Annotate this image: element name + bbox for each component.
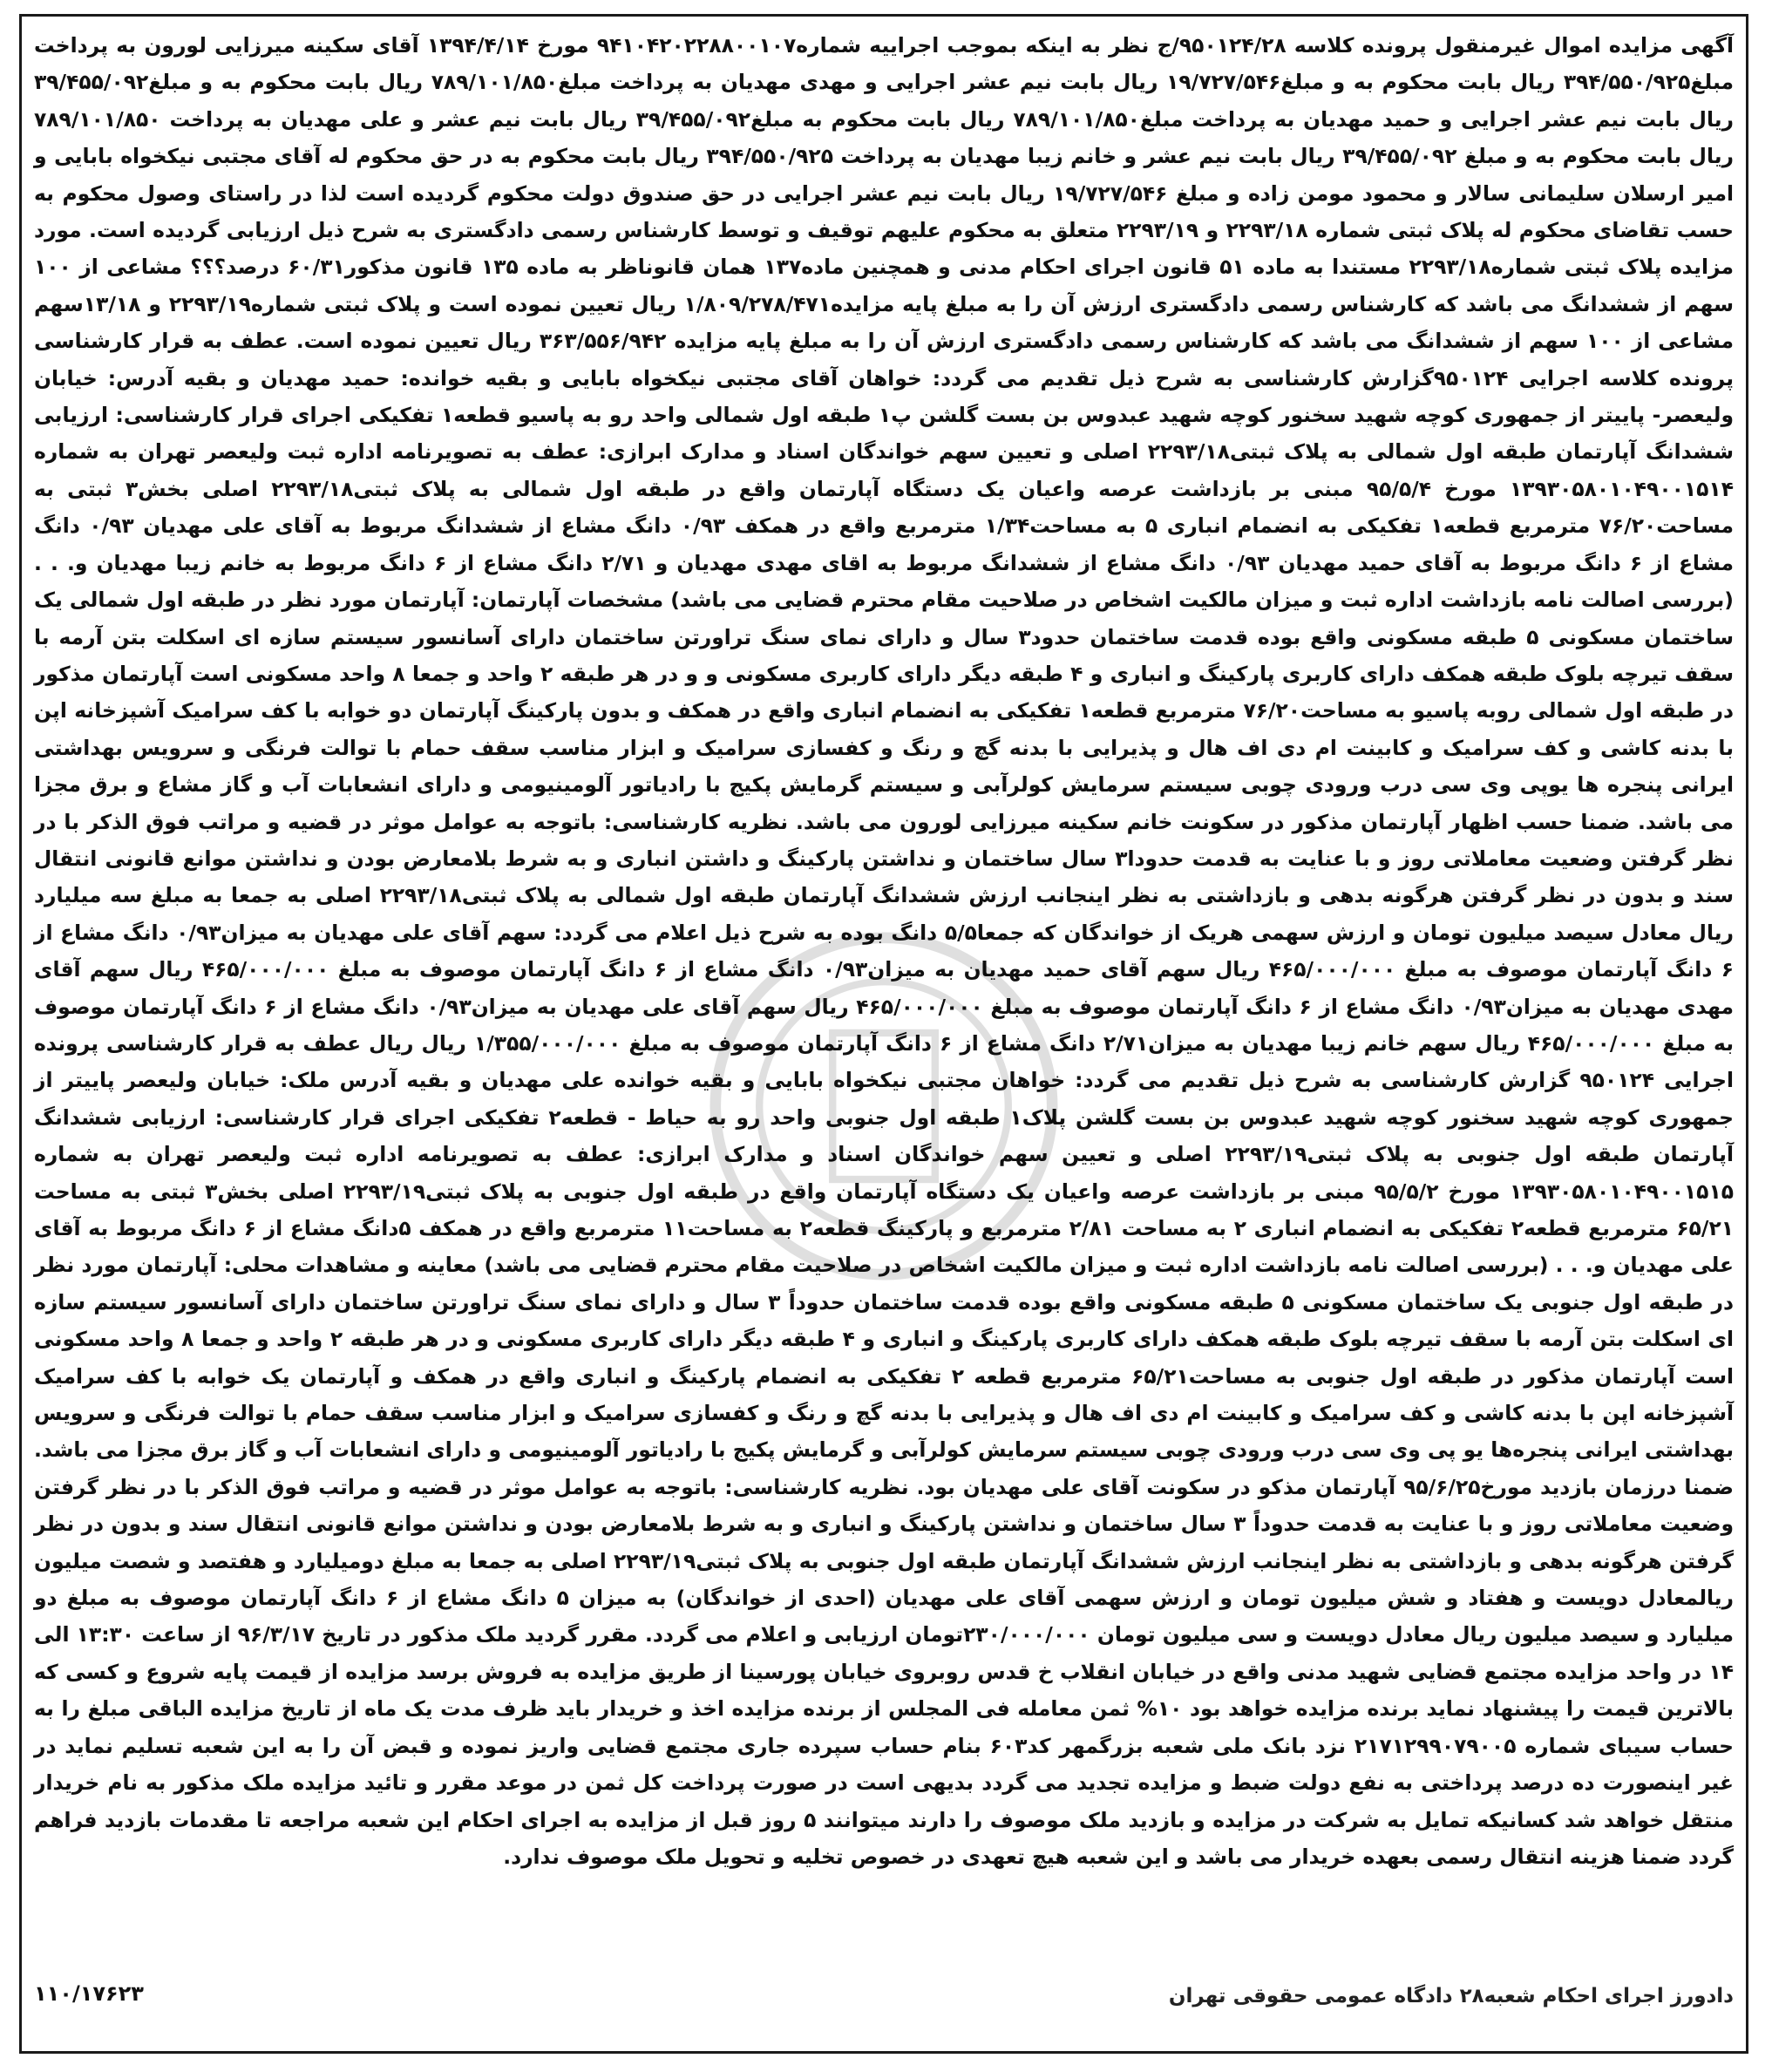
auction-notice — [19, 14, 1748, 2054]
notice-footer — [34, 1981, 1734, 2042]
signature-line: دادورز اجرای احکام شعبه۲۸ دادگاه عمومی حقوقی تهران — [1168, 1985, 1734, 2007]
document-number: ۱۱۰/۱۷۶۲۳ — [34, 1981, 144, 2006]
notice-body: آگهی مزایده اموال غیرمنقول پرونده کلاسه ۹۵۰۱۲۴/۲۸/ج نظر به اینکه بموجب اجراییه شماره۹۴۱۰۴۲۰۲۲۸۸۰۰۱۰۷ مورخ ۱۳۹۴/۴/۱۴ آقای سکینه میرزایی لورون به پرداخت مبلغ۳۹۴/۵۵۰/۹۲۵ ریال بابت محکوم به و مبلغ۱۹/۷۲۷/۵۴۶ ریال بابت نیم عشر اجرایی و مهدی مهدیان به پرداخت مبلغ۷۸۹/۱۰۱/۸۵۰ ریال بابت محکوم به و مبلغ۳۹/۴۵۵/۰۹۲ ریال بابت نیم عشر اجرایی و حمید مهدیان به پرداخت مبلغ۷۸۹/۱۰۱/۸۵۰ ریال بابت محکوم به مبلغ۳۹/۴۵۵/۰۹۲ ریال بابت نیم عشر و علی مهدیان به پرداخت ۷۸۹/۱۰۱/۸۵۰ ریال بابت محکوم به و مبلغ ۳۹/۴۵۵/۰۹۲ ریال بابت نیم عشر و خانم زیبا مهدیان به پرداخت ۳۹۴/۵۵۰/۹۲۵ ریال بابت محکوم به در حق محکوم له آقای مجتبی نیکخواه بابایی و امیر ارسلان سلیمانی سالار و محمود مومن زاده و مبلغ ۱۹/۷۲۷/۵۴۶ ریال بابت نیم عشر اجرایی در حق صندوق دولت محکوم گردیده است لذا در راستای وصول محکوم به حسب تقاضای محکوم له پلاک ثبتی شماره ۲۲۹۳/۱۸ و ۲۲۹۳/۱۹ متعلق به محکوم علیهم توقیف و توسط کارشناس رسمی دادگستری به شرح ذیل ارزیابی گردیده است. مورد مزایده پلاک ثبتی شماره۲۲۹۳/۱۸ مستندا به ماده ۵۱ قانون اجرای احکام مدنی و همچنین ماده۱۳۷ همان قانوناظر به ماده ۱۳۵ قانون مذکور۶۰/۳۱ درصد؟؟؟ مشاعی از ۱۰۰ سهم از ششدانگ می باشد که کارشناس رسمی دادگستری ارزش آن را به مبلغ پایه مزایده۱/۸۰۹/۲۷۸/۴۷۱ ریال تعیین نموده است و پلاک ثبتی شماره۲۲۹۳/۱۹ و ۱۳/۱۸سهم مشاعی از ۱۰۰ سهم از ششدانگ می باشد که کارشناس رسمی دادگستری ارزش آن را به مبلغ پایه مزایده ۳۶۳/۵۵۶/۹۴۲ ریال تعیین نموده است. عطف به قرار کارشناسی پرونده کلاسه اجرایی ۹۵۰۱۲۴گزارش کارشناسی به شرح ذیل تقدیم می گردد: خواهان آقای مجتبی نیکخواه بابایی و بقیه خوانده: حمید مهدیان و بقیه آدرس: خیابان ولیعصر- پاییتر از جمهوری کوچه شهید سخنور کوچه شهید عبدوس بن بست گلشن پ۱ طبقه اول شمالی واحد رو به پاسیو قطعه۱ تفکیکی اجرای قرار کارشناسی: ارزیابی ششدانگ آپارتمان طبقه اول شمالی به پلاک ثبتی۲۲۹۳/۱۸ اصلی و تعیین سهم خواندگان اسناد و مدارک ابرازی: عطف به تصویرنامه اداره ثبت ولیعصر تهران به شماره ۱۳۹۳۰۵۸۰۱۰۴۹۰۰۱۵۱۴ مورخ ۹۵/۵/۴ مبنی بر بازداشت عرصه واعیان یک دستگاه آپارتمان واقع در طبقه اول شمالی به پلاک ثبتی۲۲۹۳/۱۸ اصلی بخش۳ ثبتی به مساحت۷۶/۲۰ مترمربع قطعه۱ تفکیکی به انضمام انباری ۵ به مساحت۱/۳۴ مترمربع واقع در همکف ۰/۹۳ دانگ مشاع از ششدانگ مربوط به آقای علی مهدیان ۰/۹۳ دانگ مشاع از ۶ دانگ مربوط به آقای حمید مهدیان ۰/۹۳ دانگ مشاع از ششدانگ مربوط به اقای مهدی مهدیان و ۲/۷۱ دانگ مشاع از ۶ دانگ مربوط به خانم زیبا مهدیان و. . . (بررسی اصالت نامه بازداشت اداره ثبت و میزان مالکیت اشخاص در صلاحیت مقام محترم قضایی می باشد) مشخصات آپارتمان: آپارتمان مورد نظر در طبقه اول شمالی یک ساختمان مسکونی ۵ طبقه مسکونی واقع بوده قدمت ساختمان حدود۳ سال و دارای نمای سنگ تراورتن ساختمان دارای آسانسور سیستم سازه ای اسکلت بتن آرمه با سقف تیرچه بلوک طبقه همکف دارای کاربری پارکینگ و انباری و ۴ طبقه دیگر دارای کاربری مسکونی و و در هر طبقه ۲ واحد و جمعا ۸ واحد مسکونی است آپارتمان مذکور در طبقه اول شمالی روبه پاسیو به مساحت۷۶/۲۰ مترمربع قطعه۱ تفکیکی به انضمام انباری واقع در همکف و بدون پارکینگ آپارتمان دو خوابه با کف سرامیک آشپزخانه اپن با بدنه کاشی و کف سرامیک و کابینت ام دی اف هال و پذیرایی با بدنه گچ و رنگ و کفسازی سرامیک و ابزار مناسب سقف حمام با توالت فرنگی و سرویس بهداشتی ایرانی پنجره ها یوپی وی سی درب ورودی چوبی سیستم سرمایش کولرآبی و سیستم گرمایش پکیج با رادیاتور آلومینیومی و دارای انشعابات آب و گاز مشاع و برق مجزا می باشد. ضمنا حسب اظهار آپارتمان مذکور در سکونت خانم سکینه میرزایی لورون می باشد. نظریه کارشناسی: باتوجه به عوامل موثر در قضیه و مراتب فوق الذکر با در نظر گرفتن وضعیت معاملاتی روز و با عنایت به قدمت حدودا۳ سال ساختمان و نداشتن پارکینگ و داشتن انباری و به شرط بلامعارض بودن و نداشتن موانع قانونی انتقال سند و بدون در نظر گرفتن هرگونه بدهی و بازداشتی به نظر اینجانب ارزش ششدانگ آپارتمان طبقه اول شمالی به پلاک ثبتی۲۲۹۳/۱۸ اصلی به جمعا به مبلغ سه میلیارد ریال معادل سیصد میلیون تومان و ارزش سهمی هریک از خواندگان که جمعا۵/۵ دانگ بوده به شرح ذیل اعلام می گردد: سهم آقای علی مهدیان به میزان۰/۹۳ دانگ مشاع از ۶ دانگ آپارتمان موصوف به مبلغ ۴۶۵/۰۰۰/۰۰۰ ریال سهم آقای حمید مهدیان به میزان۰/۹۳ دانگ مشاع از ۶ دانگ آپارتمان موصوف به مبلغ ۴۶۵/۰۰۰/۰۰۰ ریال سهم آقای مهدی مهدیان به میزان۰/۹۳ دانگ مشاع از ۶ دانگ آپارتمان موصوف به مبلغ ۴۶۵/۰۰۰/۰۰۰ ریال سهم آقای علی مهدیان به میزان۰/۹۳ دانگ مشاع از ۶ دانگ آپارتمان موصوف به مبلغ ۴۶۵/۰۰۰/۰۰۰ ریال سهم خانم زیبا مهدیان به میزان۲/۷۱ دانگ مشاع از ۶ دانگ آپارتمان موصوف به مبلغ ۱/۳۵۵/۰۰۰/۰۰۰ ریال ریال عطف به قرار کارشناسی پرونده اجرایی ۹۵۰۱۲۴ گزارش کارشناسی به شرح ذیل تقدیم می گردد: خواهان مجتبی نیکخواه بابایی و بقیه خوانده علی مهدیان و بقیه آدرس ملک: خیابان ولیعصر پاییتر از جمهوری کوچه شهید سخنور کوچه شهید عبدوس بن بست گلشن پلاک۱ طبقه اول جنوبی واحد رو به حیاط - قطعه۲ تفکیکی اجرای قرار کارشناسی: ارزیابی ششدانگ آپارتمان طبقه اول جنوبی به پلاک ثبتی۲۲۹۳/۱۹ اصلی و تعیین سهم خواندگان اسناد و مدارک ابرازی: عطف به تصویرنامه اداره ثبت ولیعصر تهران به شماره ۱۳۹۳۰۵۸۰۱۰۴۹۰۰۱۵۱۵ مورخ ۹۵/۵/۲ مبنی بر بازداشت عرصه واعیان یک دستگاه آپارتمان واقع در طبقه اول جنوبی به پلاک ثبتی۲۲۹۳/۱۹ اصلی بخش۳ ثبتی به مساحت ۶۵/۲۱ مترمربع قطعه۲ تفکیکی به انضمام انباری ۲ به مساحت ۲/۸۱ مترمربع و پارکینگ قطعه۲ به مساحت۱۱ مترمربع واقع در همکف ۵دانگ مشاع از ۶ دانگ مربوط به آقای علی مهدیان و. . . (بررسی اصالت نامه بازداشت اداره ثبت و میزان مالکیت اشخاص در صلاحیت مقام محترم قضایی می باشد) معاینه و مشاهدات محلی: آپارتمان مورد نظر در طبقه اول جنوبی یک ساختمان مسکونی ۵ طبقه مسکونی واقع بوده قدمت ساختمان حدوداً ۳ سال و دارای نمای سنگ تراورتن ساختمان دارای آسانسور سیستم سازه ای اسکلت بتن آرمه با سقف تیرچه بلوک طبقه همکف دارای کاربری پارکینگ و انباری و ۴ طبقه دیگر دارای کاربری مسکونی و در هر طبقه ۲ واحد و جمعا ۸ واحد مسکونی است آپارتمان مذکور در طبقه اول جنوبی به مساحت۶۵/۲۱ مترمربع قطعه ۲ تفکیکی به انضمام پارکینگ و انباری واقع در همکف و آپارتمان یک خوابه با کف سرامیک آشپزخانه اپن با بدنه کاشی و کف سرامیک و کابینت ام دی اف هال و پذیرایی با بدنه گچ و رنگ و کفسازی سرامیک و ابزار مناسب سقف حمام با توالت فرنگی و سرویس بهداشتی ایرانی پنجره‌ها یو پی وی سی درب ورودی چوبی سیستم سرمایش کولرآبی و گرمایش پکیج با رادیاتور آلومینیومی و دارای انشعابات آب و گاز برق مجزا می باشد. ضمنا درزمان بازدید مورخ۹۵/۶/۲۵ آپارتمان مذکو در سکونت آقای علی مهدیان بود. نظریه کارشناسی: باتوجه به عوامل موثر در قضیه و مراتب فوق الذکر با در نظر گرفتن وضعیت معاملاتی روز و با عنایت به قدمت حدوداً ۳ سال ساختمان و نداشتن پارکینگ و انباری و به شرط بلامعارض بودن و نداشتن موانع قانونی انتقال سند و بدون در نظر گرفتن هرگونه بدهی و بازداشتی به نظر اینجانب ارزش ششدانگ آپارتمان طبقه اول جنوبی به پلاک ثبتی۲۲۹۳/۱۹ اصلی به جمعا به مبلغ دومیلیارد و هفتصد و شصت میلیون ریالمعادل دویست و هفتاد و شش میلیون تومان و ارزش سهمی آقای علی مهدیان (احدی از خواندگان) به میزان ۵ دانگ مشاع از ۶ دانگ آپارتمان موصوف به مبلغ دو میلیارد و سیصد میلیون ریال معادل دویست و سی میلیون تومان ۲۳۰/۰۰۰/۰۰۰تومان ارزیابی و اعلام می گردد. مقرر گردید ملک مذکور در تاریخ ۹۶/۳/۱۷ از ساعت ۱۳:۳۰ الی ۱۴ در واحد مزایده مجتمع قضایی شهید مدنی واقع در خیابان انقلاب خ قدس روبروی خیابان پورسینا از طریق مزایده به فروش برسد مزایده از قیمت پایه شروع و کسی که بالاترین قیمت را پیشنهاد نماید برنده مزایده خواهد بود ۱۰% ثمن معامله فی المجلس از برنده مزایده اخذ و خریدار باید ظرف مدت یک ماه از تاریخ مزایده الباقی مبلغ را به حساب سیبای شماره ۲۱۷۱۲۹۹۰۷۹۰۰۵ نزد بانک ملی شعبه بزرگمهر کد۶۰۳ بنام حساب سپرده جاری مجتمع قضایی واریز نموده و قبض آن را به این شعبه تسلیم نماید در غیر اینصورت ده درصد پرداختی به نفع دولت ضبط و مزایده تجدید می گردد بدیهی است در صورت پرداخت کل ثمن در موعد مقرر و تائید مزایده ملک مذکور به نام خریدار منتقل خواهد شد کسانیکه تمایل به شرکت در مزایده و بازدید ملک موصوف را دارند میتوانند ۵ روز قبل از مزایده به اجرای احکام این شعبه مراجعه تا مقدمات بازدید فراهم گردد ضمنا هزینه انتقال رسمی بعهده خریدار می باشد و این شعبه هیچ تعهدی در خصوص تخلیه و تحویل ملک موصوف ندارد. — [34, 33, 1735, 1869]
